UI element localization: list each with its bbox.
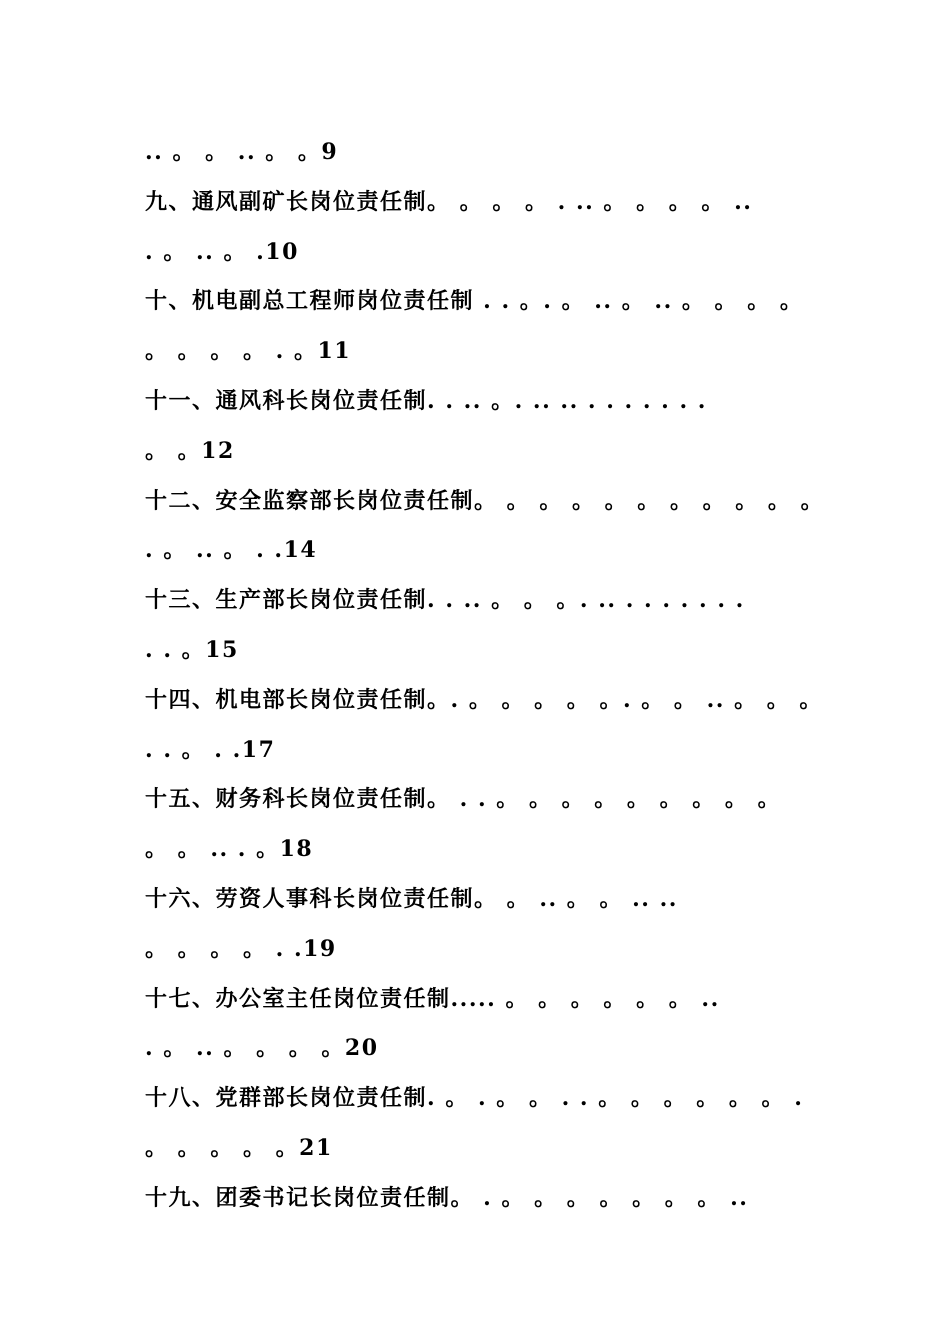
toc-line: 十、机电副总工程师岗位责任制 . . 。. 。 .. 。 .. 。 。 。 。 [145, 288, 804, 315]
toc-line: 十九、团委书记长岗位责任制。 . 。 。 。 。 。 。 。 .. [145, 1184, 749, 1211]
toc-line: 。 。 。 。 . .19 [145, 935, 337, 962]
toc-line: 十二、安全监察部长岗位责任制。 。 。 。 。 。 。 。 。 。 。 [145, 487, 825, 514]
toc-line: . . 。 . .17 [145, 736, 276, 763]
toc-line: 九、通风副矿长岗位责任制。 。 。 。 . .. 。 。 。 。 .. [145, 188, 753, 215]
toc-line: . 。 .. 。 .10 [145, 238, 299, 265]
toc-line: .. 。 。 .. 。 。9 [145, 139, 339, 165]
toc-line: 。 。12 [145, 437, 235, 464]
toc-line: 十一、通风科长岗位责任制. . .. 。. .. .. . . . . . . . [145, 387, 707, 414]
toc-line: 。 。 .. . 。18 [145, 836, 314, 863]
toc-line: 十三、生产部长岗位责任制. . .. 。 。 。. .. . . . . . . . [145, 587, 745, 614]
toc-line: 十七、办公室主任岗位责任制..... 。 。 。 。 。 。 .. [145, 985, 720, 1012]
toc-line: . 。 .. 。 。 。 。20 [145, 1035, 379, 1062]
toc-line: 十四、机电部长岗位责任制。. 。 。 。 。 。. 。 。 .. 。 。 。 [145, 686, 823, 713]
toc-line: 。 。 。 。 . 。11 [145, 338, 352, 365]
toc-line: . 。 .. 。 . .14 [145, 537, 318, 564]
toc-line: 。 。 。 。 。21 [145, 1134, 333, 1161]
toc-line: 十六、劳资人事科长岗位责任制。 。 .. 。 。 .. .. [145, 885, 678, 912]
toc-line: 十五、财务科长岗位责任制。 . . 。 。 。 。 。 。 。 。 。 [145, 786, 782, 813]
toc-line: 十八、党群部长岗位责任制. 。 . 。 。 . . 。 。 。 。 。 。 . [145, 1085, 804, 1112]
toc-line: . . 。15 [145, 636, 239, 663]
table-of-contents [145, 128, 845, 1224]
